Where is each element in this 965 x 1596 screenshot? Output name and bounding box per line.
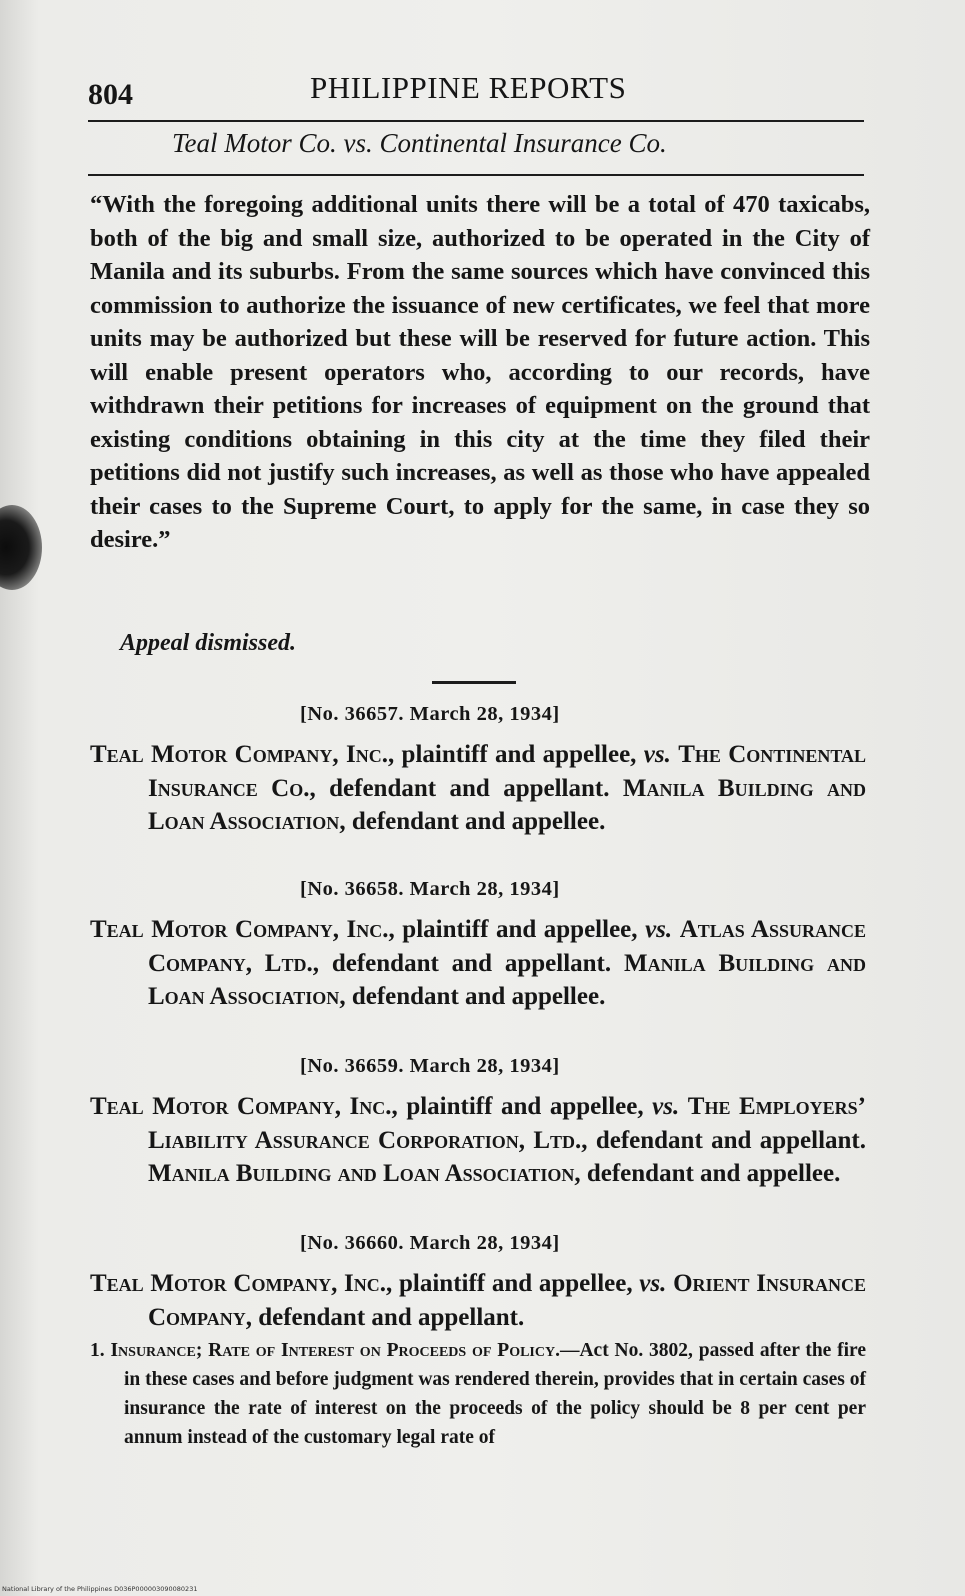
plaintiff-name: Teal Motor Company, Inc.: [90, 916, 389, 943]
quoted-paragraph: “With the foregoing additional units there will be a total of 470 taxicabs, both of the big and small size, authorized to be operated in the City of Manila and its suburbs. From the same sources which have convinced this commission to authorize the issuance of new certificates, we feel that more units may be authorized but these will be reserved for future action. This will enable present operators who, according to our records, have withdrawn their petitions for increases of equipment on the ground that existing conditions obtaining in this city at the time they filed their petitions did not justify such increases, as well as those who have appealed their cases to the Supreme Court, to apply for the same, in case they so desire.”: [90, 191, 870, 553]
codefendant-name: Manila Building and Loan Association: [148, 1160, 575, 1187]
scan-footer: National Library of the Philippines D036P000003090080231: [2, 1585, 198, 1593]
header-rule-top: [88, 120, 864, 122]
plaintiff-name: Teal Motor Company, Inc.: [90, 1093, 392, 1120]
defendant-name: The Employers’ Liability Assurance Corporation, Ltd.: [148, 1093, 866, 1154]
plaintiff-name: Teal Motor Company, Inc.: [90, 1270, 387, 1297]
page-header: [88, 70, 878, 120]
syllabus-text: —Act No. 3802, passed after the fire in these cases and before judgment was rendered therein, provides that in certain cases of insurance the rate of interest on the proceeds of the policy should be 8 per cent per annum instead of the customary legal rate of: [124, 1340, 867, 1448]
page-number: 804: [88, 78, 133, 111]
running-title: PHILIPPINE REPORTS: [310, 70, 627, 105]
section-divider: [432, 681, 516, 684]
docket-number: [No. 36660. March 28, 1934]: [300, 1232, 560, 1254]
case-caption: Teal Motor Company, Inc., plaintiff and appellee, vs. The Continental Insurance Co., defendant and appellant. Manila Building and Loan Association, defendant and appellee.: [90, 741, 867, 835]
docket-number: [No. 36658. March 28, 1934]: [300, 878, 560, 900]
syllabus-number: 1.: [90, 1340, 111, 1361]
disposition: Appeal dismissed.: [120, 630, 297, 656]
plaintiff-name: Teal Motor Company, Inc.: [90, 741, 388, 768]
header-rule-bottom: [88, 174, 864, 176]
syllabus-heading: Insurance; Rate of Interest on Proceeds of Policy.: [110, 1340, 560, 1361]
docket-number: [No. 36659. March 28, 1934]: [300, 1055, 560, 1077]
case-caption: Teal Motor Company, Inc., plaintiff and appellee, vs. The Employers’ Liability Assurance Corporation, Ltd., defendant and appellant. Manila Building and Loan Association, defendant and appellee.: [90, 1093, 867, 1187]
defendant-name: Orient Insurance Company: [148, 1270, 867, 1331]
defendant-name: The Continental Insurance Co.: [148, 741, 866, 802]
case-caption: Teal Motor Company, Inc., plaintiff and appellee, vs. Atlas Assurance Company, Ltd., defendant and appellant. Manila Building and Loan Association, defendant and appellee.: [90, 916, 866, 1010]
binding-shadow: [0, 505, 42, 590]
syllabus-paragraph: [90, 1336, 866, 1452]
docket-number: [No. 36657. March 28, 1934]: [300, 703, 560, 725]
codefendant-name: Manila Building and Loan Association: [148, 774, 867, 835]
codefendant-name: Manila Building and Loan Association: [148, 949, 866, 1010]
defendant-name: Atlas Assurance Company, Ltd.: [148, 916, 866, 977]
case-caption: Teal Motor Company, Inc., plaintiff and appellee, vs. Orient Insurance Company, defendant and appellant.: [90, 1270, 867, 1331]
case-title: Teal Motor Co. vs. Continental Insurance Co.: [172, 128, 667, 158]
